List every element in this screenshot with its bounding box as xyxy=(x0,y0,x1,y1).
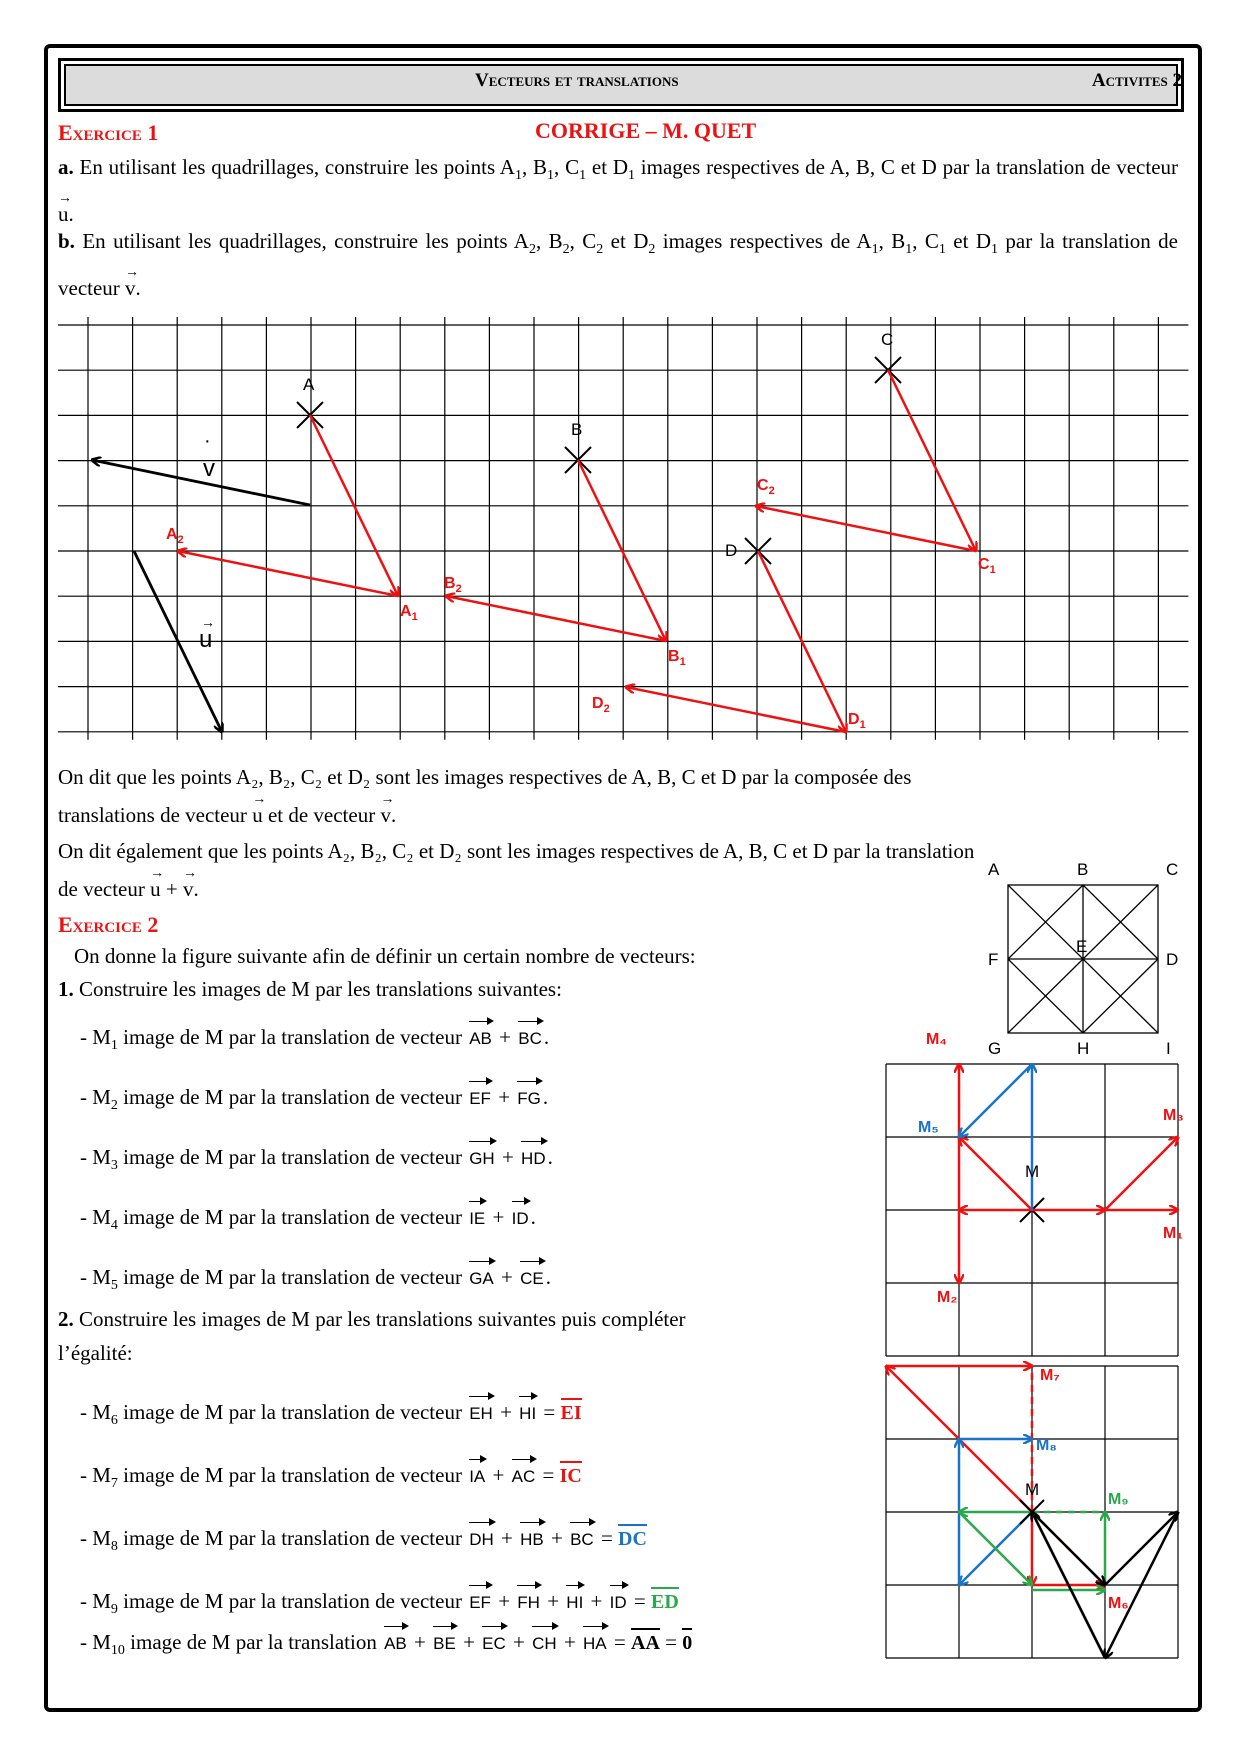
label-M5: M₅ xyxy=(918,1119,939,1136)
exercice2-q2: 2. Construire les images de M par les translations suivantes puis compléter xyxy=(58,1307,686,1331)
vector-label: CH xyxy=(532,1634,557,1653)
result-vector: ED xyxy=(650,1591,679,1613)
exercice2-q2b: l’égalité: xyxy=(58,1341,133,1365)
label-v-dot: · xyxy=(204,430,211,452)
vector-label: HI xyxy=(566,1593,584,1612)
sq-label-G: G xyxy=(988,1039,1002,1058)
vector-label: HA xyxy=(583,1634,607,1653)
fig2-label-M: M xyxy=(1025,1480,1040,1499)
result-vector: IC xyxy=(559,1465,582,1487)
sq-label-F: F xyxy=(988,950,999,969)
exercice2-title: Exercice 2 xyxy=(58,912,159,937)
result-vector: DC xyxy=(618,1528,647,1550)
conclusion-line3: On dit également que les points A₂, B₂, C₂ et D₂ sont les images respectives de A, B, C et D par la translation xyxy=(58,839,975,863)
question-a: a. En utilisant les quadrillages, construire les points $A_1$, $B_1$, $C_1$ et $D_1$ images respectives de A, B, C et D par la translation de vecteur → u. xyxy=(58,148,1178,233)
vector-label: BE xyxy=(433,1634,456,1653)
label-C2: $C_2$ xyxy=(757,477,775,497)
exercice1-title: Exercice 1 xyxy=(58,120,159,145)
sq-label-C: C xyxy=(1166,860,1179,879)
vector-label: CE xyxy=(520,1269,544,1288)
label-u-arrow: → xyxy=(201,614,215,630)
header-title: Vecteurs et translations xyxy=(475,70,679,91)
label-M3: M₃ xyxy=(1163,1107,1184,1124)
sq-label-H: H xyxy=(1077,1039,1090,1058)
reference-square xyxy=(1008,885,1158,1033)
vector-label: AC xyxy=(511,1467,536,1486)
header-activity: Activites 2 xyxy=(1091,70,1182,91)
vector-label: IA xyxy=(469,1467,486,1486)
exercice2-q1: 1. Construire les images de M par les translations suivantes: xyxy=(58,977,562,1001)
label-D: D xyxy=(725,541,738,560)
item-m8: - $M_8$ image de M par la translation de vecteur DH + HB + BC = DC xyxy=(80,1526,647,1555)
vector-label: IE xyxy=(469,1209,486,1228)
item-m4: - $M_4$ image de M par la translation de vecteur IE + ID. xyxy=(80,1205,536,1234)
label-A1: $A_1$ xyxy=(400,603,418,623)
vector-v-arrow xyxy=(92,460,310,505)
vector-label: HB xyxy=(520,1530,544,1549)
vector-label: AB xyxy=(469,1029,492,1048)
result-zero: 0 xyxy=(682,1632,693,1654)
label-C1: $C_1$ xyxy=(978,556,996,576)
label-M7: M₇ xyxy=(1040,1367,1060,1384)
vector-label: GA xyxy=(469,1269,494,1288)
arrow-C1-C2 xyxy=(756,506,976,551)
sq-label-A: A xyxy=(988,860,1000,879)
item-m9: - $M_9$ image de M par la translation de vecteur EF + FH + HI + ID = ED xyxy=(80,1589,679,1618)
item-m7: - $M_7$ image de M par la translation de vecteur IA + AC = IC xyxy=(80,1463,582,1492)
vector-label: EF xyxy=(469,1089,491,1108)
label-B: B xyxy=(571,420,583,439)
vector-label: DH xyxy=(469,1530,494,1549)
label-B2: $B_2$ xyxy=(444,575,462,595)
vector-label: BC xyxy=(570,1530,594,1549)
vector-label: FH xyxy=(517,1593,540,1612)
label-D2: $D_2$ xyxy=(592,695,610,715)
vector-label: AB xyxy=(384,1634,407,1653)
item-m2: - $M_2$ image de M par la translation de vecteur EF + FG. xyxy=(80,1085,549,1114)
vector-label: EC xyxy=(482,1634,506,1653)
item-m6: - $M_6$ image de M par la translation de vecteur EH + HI = EI xyxy=(80,1400,582,1429)
item-m5: - $M_5$ image de M par la translation de vecteur GA + CE. xyxy=(80,1265,551,1294)
vector-v-label: → v xyxy=(125,269,136,307)
label-A: A xyxy=(303,375,315,394)
sq-label-E: E xyxy=(1076,937,1088,956)
arrow-A1-A2 xyxy=(178,551,398,596)
sq-label-B: B xyxy=(1077,860,1089,879)
vector-label: HD xyxy=(521,1149,546,1168)
label-C: C xyxy=(881,330,894,349)
label-M9: M₉ xyxy=(1108,1491,1129,1508)
vector-label: ID xyxy=(511,1209,529,1228)
exercise2-figures xyxy=(0,840,1240,1720)
exercice2-intro: On donne la figure suivante afin de définir un certain nombre de vecteurs: xyxy=(74,944,696,968)
conclusion-line2: translations de vecteur → u et de vecteur → v. xyxy=(58,796,396,834)
sq-label-D: D xyxy=(1166,950,1179,969)
label-A2: $A_2$ xyxy=(166,526,184,546)
result-AA: AA xyxy=(631,1632,660,1654)
label-D1: $D_1$ xyxy=(848,711,866,731)
vector-label: EH xyxy=(469,1404,493,1423)
item-m1: - $M_1$ image de M par la translation de vecteur AB + BC. xyxy=(80,1025,550,1054)
sq-label-I: I xyxy=(1166,1039,1171,1058)
label-v: v xyxy=(203,455,215,482)
vector-label: GH xyxy=(469,1149,495,1168)
conclusion-line1: On dit que les points A₂, B₂, C₂ et D₂ sont les images respectives de A, B, C et D par la composée des xyxy=(58,765,912,789)
vector-label: HI xyxy=(519,1404,537,1423)
arrow-B1-B2 xyxy=(446,596,666,641)
grid-lines xyxy=(58,317,1188,740)
vector-u-label: → u xyxy=(58,195,69,233)
label-M8: M₈ xyxy=(1036,1437,1057,1454)
item-m10: - $M_{10}$ image de M par la translation AB + BE + EC + CH + HA = AA = 0 xyxy=(80,1630,693,1659)
vector-label: FG xyxy=(517,1089,541,1108)
label-u: u xyxy=(199,626,213,653)
arrow-D1-D2 xyxy=(626,687,846,732)
corrige-title: CORRIGE – M. QUET xyxy=(535,118,757,143)
exercise1-grid-figure xyxy=(0,0,1240,760)
fig1-label-M: M xyxy=(1025,1162,1040,1181)
label-M4: M₄ xyxy=(926,1031,947,1048)
label-M2: M₂ xyxy=(937,1289,958,1306)
label-M1: M₁ xyxy=(1163,1225,1183,1242)
label-B1: $B_1$ xyxy=(668,648,686,668)
vector-label: EF xyxy=(469,1593,491,1612)
vector-label: BC xyxy=(518,1029,542,1048)
result-vector: EI xyxy=(560,1402,582,1424)
question-b: b. En utilisant les quadrillages, construire les points $A_2$, $B_2$, $C_2$ et $D_2$ images respectives de $A_1$, $B_1$, $C_1$ et $D_1$ par la translation de vecteur → v. xyxy=(58,222,1178,307)
label-M6: M₆ xyxy=(1108,1595,1129,1612)
vector-label: ID xyxy=(609,1593,627,1612)
conclusion-line4: de vecteur → u + → v. xyxy=(58,870,199,908)
item-m3: - $M_3$ image de M par la translation de vecteur GH + HD. xyxy=(80,1145,553,1174)
